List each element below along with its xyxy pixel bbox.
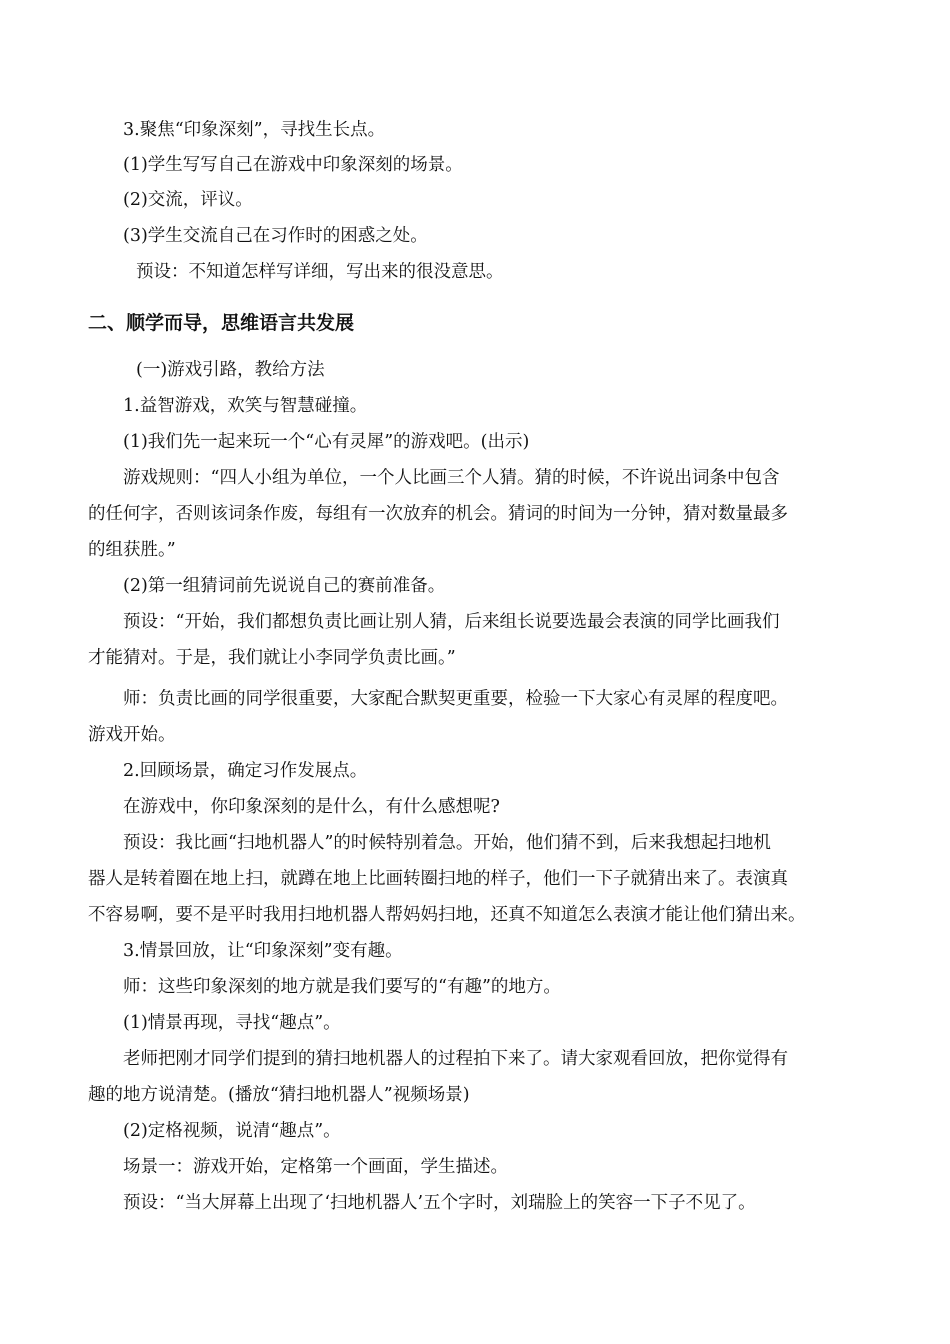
text-line: (1)我们先一起来玩一个“心有灵犀”的游戏吧。(出示) <box>123 432 530 452</box>
text-line: 3.情景回放，让“印象深刻”变有趣。 <box>123 941 403 961</box>
text-line: 预设：“当大屏幕上出现了‘扫地机器人’五个字时，刘瑞脸上的笑容一下子不见了。 <box>123 1193 756 1213</box>
text-line: 游戏规则：“四人小组为单位，一个人比画三个人猜。猜的时候，不许说出词条中包含 <box>123 468 780 488</box>
text-line: 师：负责比画的同学很重要，大家配合默契更重要，检验一下大家心有灵犀的程度吧。 <box>123 689 788 709</box>
subsection-heading: (一)游戏引路，教给方法 <box>136 360 325 380</box>
text-line: 3.聚焦“印象深刻”，寻找生长点。 <box>123 120 386 140</box>
text-line: 老师把刚才同学们提到的猜扫地机器人的过程拍下来了。请大家观看回放，把你觉得有 <box>123 1049 788 1069</box>
text-line: 不容易啊，要不是平时我用扫地机器人帮妈妈扫地，还真不知道怎么表演才能让他们猜出来。 <box>88 905 806 925</box>
text-line: (2)交流，评议。 <box>123 190 253 210</box>
text-line: 在游戏中，你印象深刻的是什么，有什么感想呢? <box>123 797 500 817</box>
text-line: (2)定格视频，说清“趣点”。 <box>123 1121 341 1141</box>
text-line: (2)第一组猜词前先说说自己的赛前准备。 <box>123 576 446 596</box>
text-line: 师：这些印象深刻的地方就是我们要写的“有趣”的地方。 <box>123 977 561 997</box>
text-line: 的组获胜。” <box>88 540 176 560</box>
text-line: 游戏开始。 <box>88 725 176 745</box>
text-line: 预设：“开始，我们都想负责比画让别人猜，后来组长说要选最会表演的同学比画我们 <box>123 612 780 632</box>
text-line: 器人是转着圈在地上扫，就蹲在地上比画转圈扫地的样子，他们一下子就猜出来了。表演真 <box>88 869 788 889</box>
text-line: 趣的地方说清楚。(播放“猜扫地机器人”视频场景) <box>88 1085 470 1105</box>
text-line: (1)情景再现，寻找“趣点”。 <box>123 1013 341 1033</box>
text-line: (1)学生写写自己在游戏中印象深刻的场景。 <box>123 155 463 175</box>
text-line: 场景一：游戏开始，定格第一个画面，学生描述。 <box>123 1157 508 1177</box>
text-line: 预设：不知道怎样写详细，写出来的很没意思。 <box>136 262 504 282</box>
text-line: 1.益智游戏，欢笑与智慧碰撞。 <box>123 396 368 416</box>
text-line: 预设：我比画“扫地机器人”的时候特别着急。开始，他们猜不到，后来我想起扫地机 <box>123 833 771 853</box>
text-line: 2.回顾场景，确定习作发展点。 <box>123 761 368 781</box>
text-line: 才能猜对。于是，我们就让小李同学负责比画。” <box>88 648 456 668</box>
text-line: (3)学生交流自己在习作时的困惑之处。 <box>123 226 428 246</box>
section-heading: 二、顺学而导，思维语言共发展 <box>88 312 355 334</box>
text-line: 的任何字，否则该词条作废，每组有一次放弃的机会。猜词的时间为一分钟，猜对数量最多 <box>88 504 788 524</box>
